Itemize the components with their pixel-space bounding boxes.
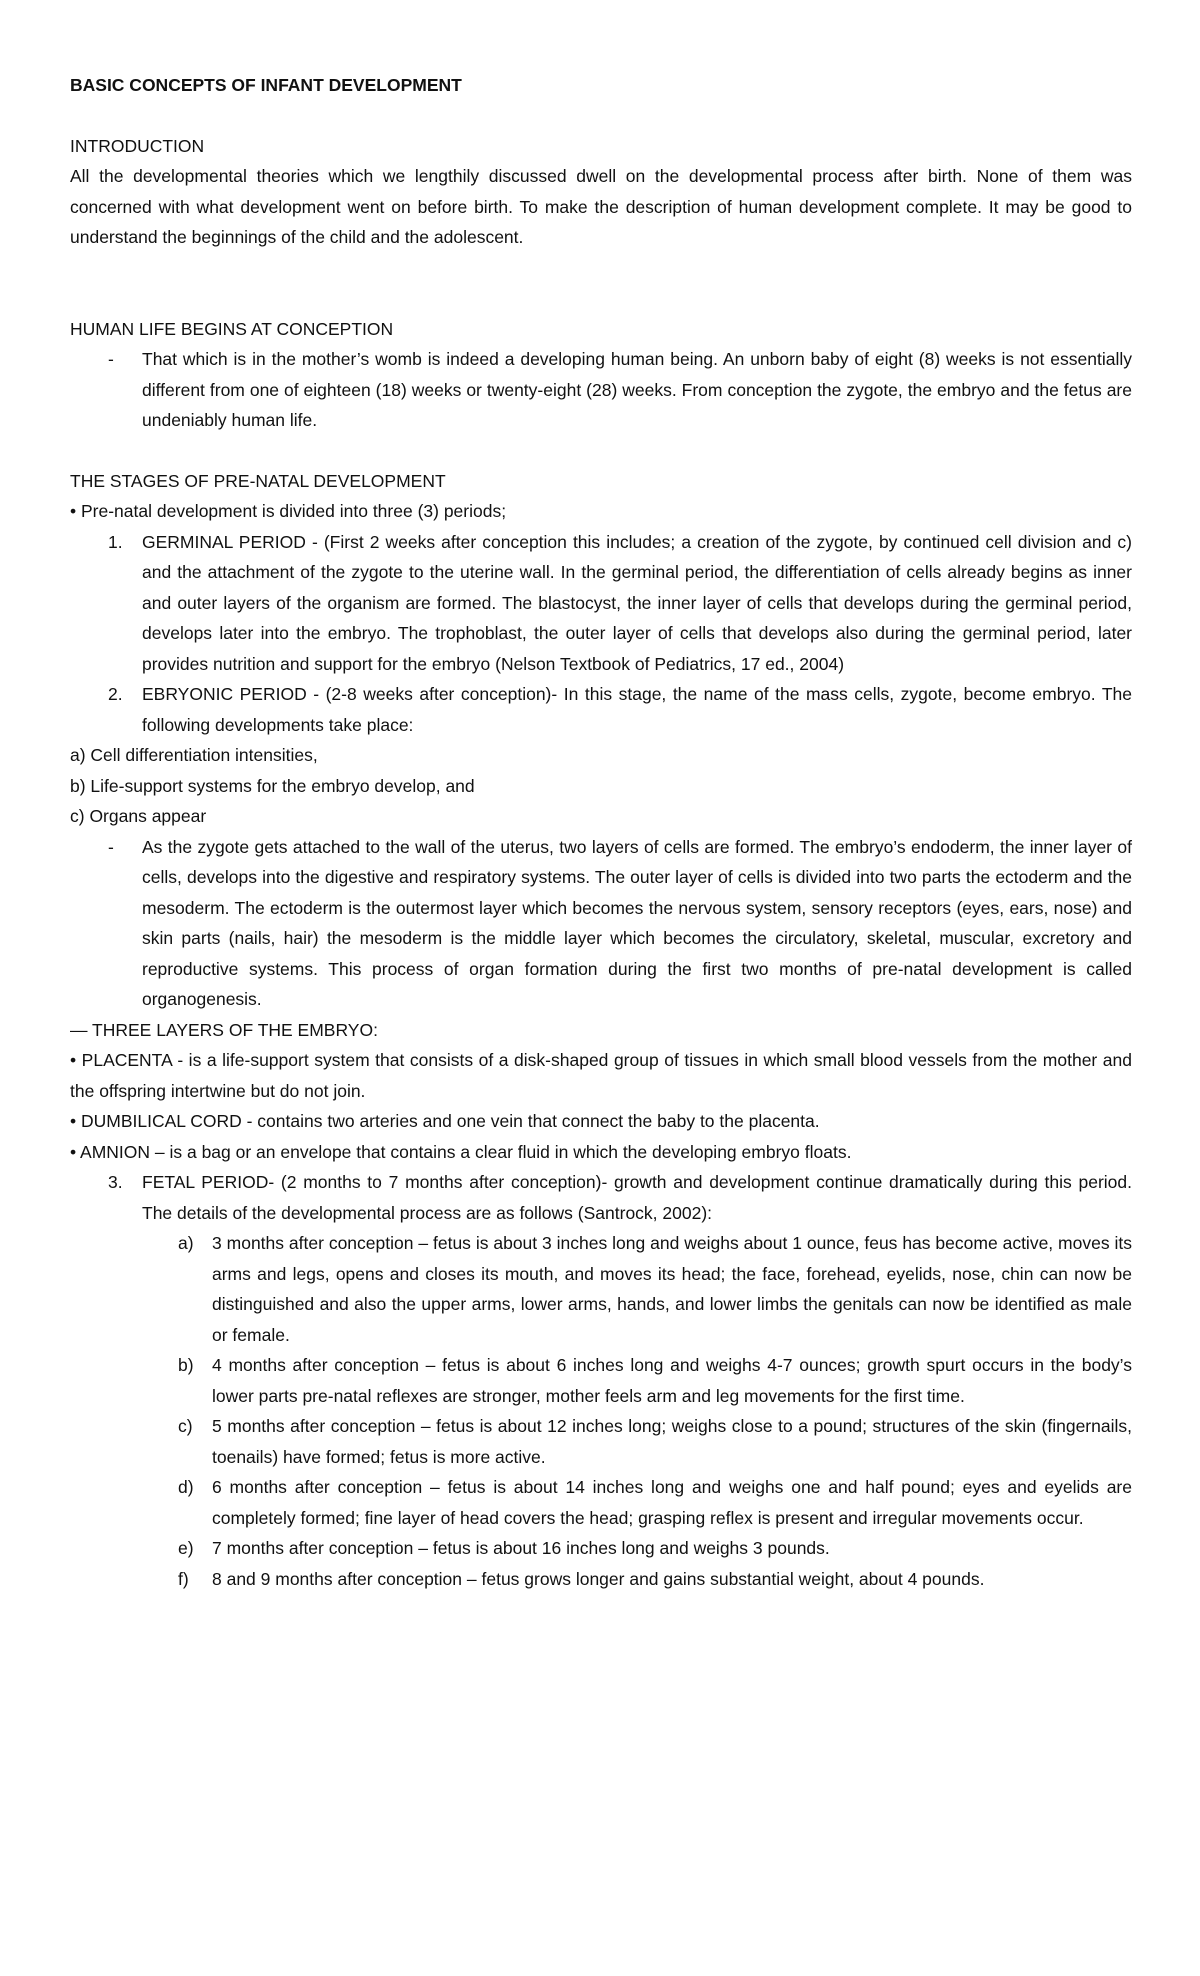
list-number: 1. xyxy=(108,531,123,552)
spacer xyxy=(70,253,1132,314)
list-number: 3. xyxy=(108,1172,123,1192)
fetal-month-item xyxy=(70,1472,1132,1533)
spacer xyxy=(70,436,1132,466)
layer-bullet-amnion: • AMNION – is a bag or an envelope that contains a clear fluid in which the developing embryo floats. xyxy=(70,1141,852,1162)
dash-marker: - xyxy=(108,836,114,857)
fetal-period-item xyxy=(70,1167,1132,1228)
layer-bullet-placenta: • PLACENTA - is a life-support system that consists of a disk-shaped group of tissues in which small blood vessels from the mother and the offspring intertwine but do not join. xyxy=(70,1050,1132,1101)
stages-lead-bullet: • Pre-natal development is divided into three (3) periods; xyxy=(70,501,507,521)
fetal-month-item xyxy=(70,1411,1132,1472)
spacer xyxy=(70,101,1132,131)
conception-list-item xyxy=(70,344,1132,436)
list-letter: e) xyxy=(178,1538,194,1558)
fetal-month-text: 3 months after conception – fetus is about 3 inches long and weighs about 1 ounce, feus has become active, moves its arms and legs, opens and closes its mouth, and moves its head; the face, forehead, eyelids, nose, chin can now be distinguished and also the upper arms, lower arms, hands, and lower limbs the genitals can now be identified as male or female. xyxy=(212,1233,1132,1345)
development-item: c) Organs appear xyxy=(70,806,207,826)
conception-text: That which is in the mother’s womb is indeed a developing human being. An unborn baby of eight (8) weeks is not essentially different from one of eighteen (18) weeks or twenty-eight (28) weeks. From conception the zygote, the embryo and the fetus are undeniably human life. xyxy=(142,349,1132,430)
list-letter: d) xyxy=(178,1477,194,1497)
fetal-month-text: 8 and 9 months after conception – fetus grows longer and gains substantial weight, about 4 pounds. xyxy=(212,1568,985,1589)
fetal-month-item xyxy=(70,1564,1132,1595)
fetal-month-text: 6 months after conception – fetus is about 14 inches long and weighs one and half pound; eyes and eyelids are completely formed; fine layer of head covers the head; grasping reflex is present and irregular movements occur. xyxy=(212,1477,1132,1528)
list-letter: b) xyxy=(178,1355,194,1375)
fetal-month-text: 7 months after conception – fetus is about 16 inches long and weighs 3 pounds. xyxy=(212,1538,830,1558)
list-letter: f) xyxy=(178,1568,189,1589)
fetal-period-text: FETAL PERIOD- (2 months to 7 months after conception)- growth and development continue dramatically during this period. The details of the developmental process are as follows (Santrock, 2002): xyxy=(142,1172,1132,1223)
stages-heading: THE STAGES OF PRE-NATAL DEVELOPMENT xyxy=(70,470,446,491)
document-page xyxy=(70,70,1132,1594)
fetal-month-item xyxy=(70,1350,1132,1411)
fetal-month-item xyxy=(70,1228,1132,1350)
germinal-period-text: GERMINAL PERIOD - (First 2 weeks after conception this includes; a creation of the zygote, by continued cell division and c) and the attachment of the zygote to the uterine wall. In the germinal period, the differentiation of cells already begins as inner and outer layers of the organism are formed. The blastocyst, the inner layer of cells that develops during the germinal period, develops later into the embryo. The trophoblast, the outer layer of cells that develops also during the germinal period, later provides nutrition and support for the embryo (Nelson Textbook of Pediatrics, 17 ed., 2004) xyxy=(142,531,1132,674)
fetal-month-item xyxy=(70,1533,1132,1564)
list-number: 2. xyxy=(108,684,123,704)
document-title: BASIC CONCEPTS OF INFANT DEVELOPMENT xyxy=(70,75,462,95)
dash-marker: - xyxy=(108,349,114,369)
germinal-period-item xyxy=(70,527,1132,680)
list-letter: a) xyxy=(178,1233,194,1253)
list-letter: c) xyxy=(178,1416,193,1436)
fetal-month-text: 4 months after conception – fetus is about 6 inches long and weighs 4-7 ounces; growth spurt occurs in the body’s lower parts pre-natal reflexes are stronger, mother feels arm and leg movements for the first time. xyxy=(212,1355,1132,1406)
development-item: b) Life-support systems for the embryo develop, and xyxy=(70,775,475,796)
three-layers-heading: — THREE LAYERS OF THE EMBRYO: xyxy=(70,1019,378,1040)
layer-bullet-umbilical-cord: • DUMBILICAL CORD - contains two arteries and one vein that connect the baby to the placenta. xyxy=(70,1111,820,1131)
development-item: a) Cell differentiation intensities, xyxy=(70,745,318,765)
embryo-layers-dash-item xyxy=(70,832,1132,1015)
embryonic-period-item xyxy=(70,679,1132,740)
fetal-month-text: 5 months after conception – fetus is about 12 inches long; weighs close to a pound; structures of the skin (fingernails, toenails) have formed; fetus is more active. xyxy=(212,1416,1132,1467)
conception-heading: HUMAN LIFE BEGINS AT CONCEPTION xyxy=(70,318,394,339)
embryo-layers-text: As the zygote gets attached to the wall of the uterus, two layers of cells are formed. The embryo’s endoderm, the inner layer of cells, develops into the digestive and respiratory systems. The outer layer of cells is divided into two parts the ectoderm and the mesoderm. The ectoderm is the outermost layer which becomes the nervous system, sensory receptors (eyes, ears, nose) and skin parts (nails, hair) the mesoderm is the middle layer which becomes the circulatory, skeletal, muscular, excretory and reproductive systems. This process of organ formation during the first two months of pre-natal development is called organogenesis. xyxy=(142,836,1132,1009)
intro-paragraph: All the developmental theories which we lengthily discussed dwell on the developmental process after birth. None of them was concerned with what development went on before birth. To make the description of human development complete. It may be good to understand the beginnings of the child and the adolescent. xyxy=(70,166,1132,247)
intro-heading: INTRODUCTION xyxy=(70,135,205,156)
embryonic-period-text: EBRYONIC PERIOD - (2-8 weeks after conception)- In this stage, the name of the mass cells, zygote, become embryo. The following developments take place: xyxy=(142,684,1132,735)
